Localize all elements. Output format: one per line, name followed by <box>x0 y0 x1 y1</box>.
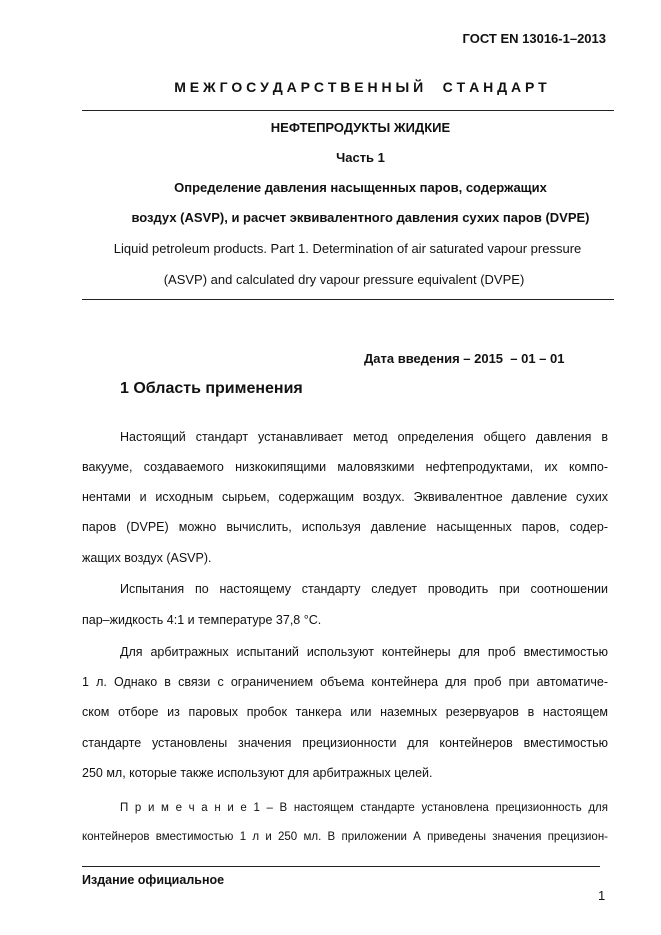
introduction-date: Дата введения – 2015 – 01 – 01 <box>364 351 565 366</box>
section-heading: 1 Область применения <box>120 380 303 397</box>
paragraph-line: жащих воздух (ASVP). <box>82 551 212 565</box>
standard-type-heading: М Е Ж Г О С У Д А Р С Т В Е Н Н Ы Й С Т А Н Д А Р Т <box>174 79 547 95</box>
edition-label: Издание официальное <box>82 873 225 887</box>
paragraph-line: паров (DVPE) можно вычислить, используя давление насыщенных паров, содер- <box>82 520 608 534</box>
title-divider <box>82 299 614 300</box>
paragraph-line: 1 л. Однако в связи с ограничением объема контейнера для проб при автоматиче- <box>82 675 608 689</box>
document-part: Часть 1 <box>336 150 385 165</box>
note-line: контейнеров вместимостью 1 л и 250 мл. В приложении А приведены значения прецизион- <box>82 831 608 843</box>
paragraph-line: Испытания по настоящему стандарту следует проводить при соотношении <box>120 582 608 596</box>
note-line: П р и м е ч а н и е 1 – В настоящем стандарте установлена прецизионность для <box>120 802 608 814</box>
paragraph-line: вакууме, создаваемого низкокипящими маловязкими нефтепродуктами, их компо- <box>82 460 608 474</box>
paragraph-line: 250 мл, которые также используют для арбитражных целей. <box>82 766 433 780</box>
russian-subtitle-line-1: Определение давления насыщенных паров, содержащих <box>174 180 547 195</box>
top-divider <box>82 110 614 111</box>
paragraph-line: ском отборе из паровых пробок танкера или наземных резервуаров в настоящем <box>82 705 608 719</box>
paragraph-line: Настоящий стандарт устанавливает метод определения общего давления в <box>120 430 608 444</box>
page-number: 1 <box>598 888 606 903</box>
paragraph-line: нентами и исходным сырьем, содержащим воздух. Эквивалентное давление сухих <box>82 490 608 504</box>
english-title-line-2: (ASVP) and calculated dry vapour pressure equivalent (DVPE) <box>163 272 525 287</box>
english-title-line-1: Liquid petroleum products. Part 1. Determination of air saturated vapour pressure <box>113 241 582 256</box>
paragraph-line: стандарте установлены значения прецизионности для контейнеров вместимостью <box>82 736 608 750</box>
document-code: ГОСТ EN 13016-1–2013 <box>462 31 606 46</box>
paragraph-line: Для арбитражных испытаний используют контейнеры для проб вместимостью <box>120 645 608 659</box>
russian-subtitle-line-2: воздух (ASVP), и расчет эквивалентного давления сухих паров (DVPE) <box>131 210 590 225</box>
paragraph-line: пар–жидкость 4:1 и температуре 37,8 °С. <box>82 613 322 627</box>
document-title: НЕФТЕПРОДУКТЫ ЖИДКИЕ <box>270 120 451 135</box>
footer-divider <box>82 866 600 867</box>
